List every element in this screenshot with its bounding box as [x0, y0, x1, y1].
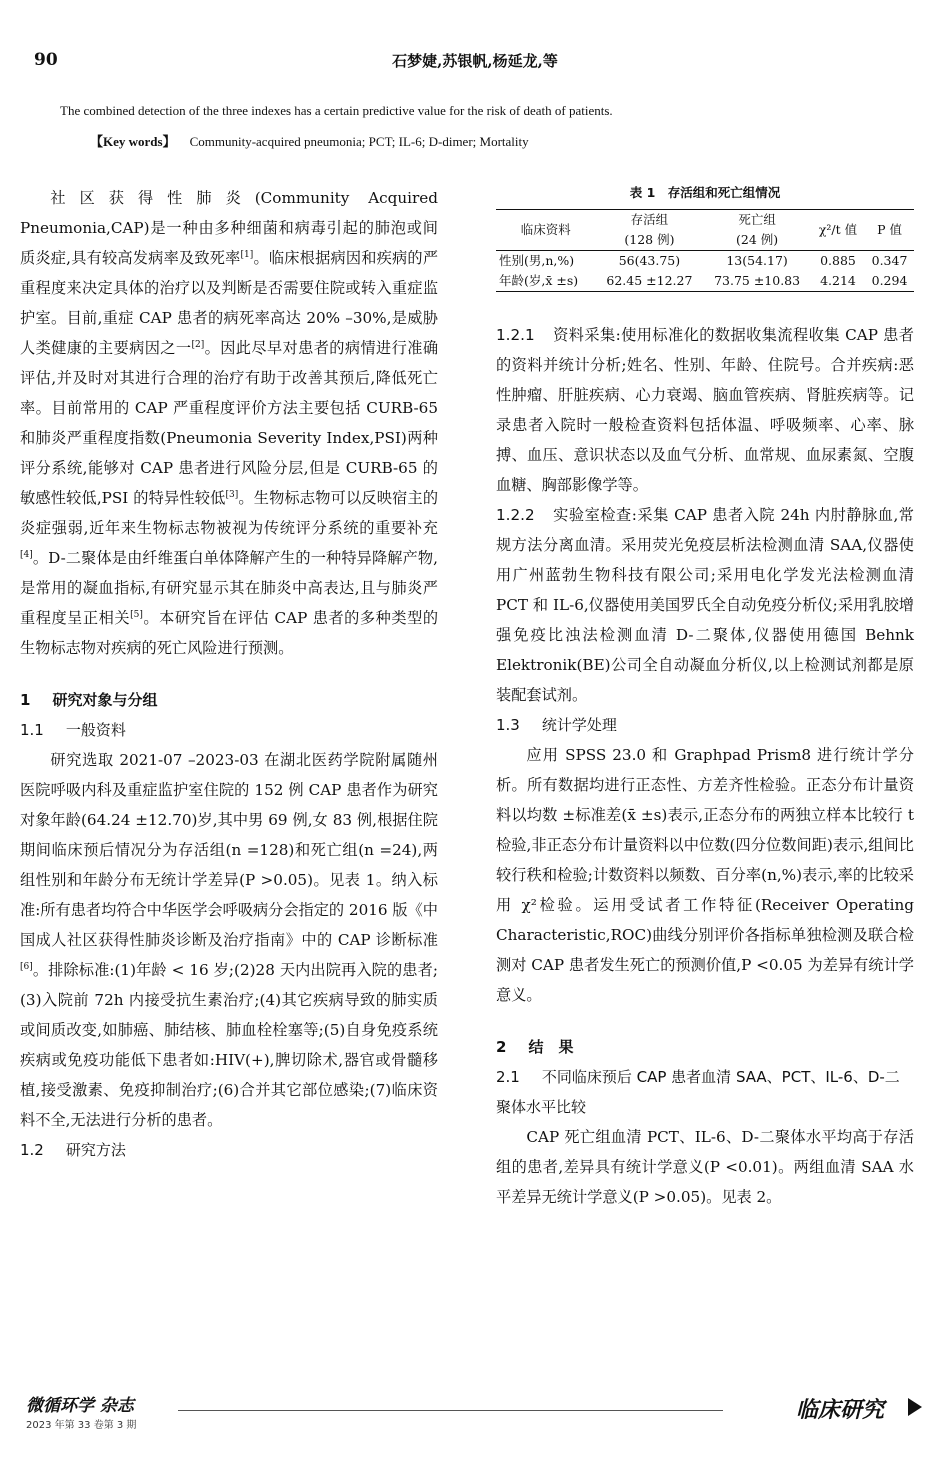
table-header-death: 死亡组	[738, 212, 776, 227]
keywords-line	[90, 131, 920, 150]
table-1	[496, 209, 914, 292]
table-header-item: 临床资料	[496, 210, 596, 251]
table-1-caption: 表 1 存活组和死亡组情况	[629, 185, 781, 200]
ref-2: [2]	[191, 339, 205, 350]
page-number: 90	[34, 50, 58, 70]
right-column	[496, 183, 914, 1212]
running-head-authors: 石梦婕,苏银帆,杨延龙,等	[392, 52, 558, 70]
keywords-label: 【Key words】	[90, 134, 176, 149]
table-header-stat: χ²/t 值	[818, 222, 858, 237]
section-2-1-paragraph: CAP 死亡组血清 PCT、IL-6、D-二聚体水平均高于存活组的患者,差异具有统计学意义(P <0.01)。两组血清 SAA 水平差异无统计学意义(P >0.05)。见表 2。	[496, 1128, 914, 1206]
left-column	[20, 183, 438, 1165]
section-1-2-heading: 1.2 研究方法	[20, 1141, 126, 1159]
table-header-p: P 值	[877, 222, 902, 237]
abstract-tail-sentence: The combined detection of the three indexes has a certain predictive value for the risk of death of patients.	[60, 103, 613, 118]
table-row: 性别(男,n,%) 56(43.75) 13(54.17) 0.885 0.347	[496, 251, 914, 272]
ref-6: [6]	[20, 961, 33, 972]
section-1-3-heading: 1.3 统计学处理	[496, 716, 617, 734]
ref-5: [5]	[130, 609, 143, 620]
section-1-1-paragraph: 研究选取 2021-07 –2023-03 在湖北医药学院附属随州医院呼吸内科及重症监护室住院的 152 例 CAP 患者作为研究对象年龄(64.24 ±12.70)岁,其中男 69 例,女 83 例,根据住院期间临床预后情况分为存活组(n =128)和死亡组(n =24),两组性别和年龄分布无统计学差异(P >0.05)。见表 1。纳入标准:所有患者均符合中华医学会呼吸病分会指定的 2016 版《中国成人社区获得性肺炎诊断及治疗指南》中的 CAP 诊断标准[6]。排除标准:(1)年龄 < 16 岁;(2)28 天内出院再入院的患者;(3)入院前 72h 内接受抗生素治疗;(4)其它疾病导致的肺实质或间质改变,如肺癌、肺结核、肺血栓栓塞等;(5)自身免疫系统疾病或免疫功能低下患者如:HIV(+),脾切除术,器官或骨髓移植,接受激素、免疫抑制治疗;(6)合并其它部位感染;(7)临床资料不全,无法进行分析的患者。	[20, 751, 438, 1129]
section-label: 临床研究	[796, 1398, 885, 1423]
ref-1: [1]	[240, 249, 254, 260]
keywords-text: Community-acquired pneumonia; PCT; IL-6; D-dimer; Mortality	[189, 134, 529, 149]
section-1-2-1-paragraph: 1.2.1 资料采集:使用标准化的数据收集流程收集 CAP 患者的资料并统计分析;姓名、性别、年龄、住院号。合并疾病:恶性肿瘤、肝脏疾病、心力衰竭、脑血管疾病、肾脏疾病等。记录患者入院时一般检查资料包括体温、呼吸频率、心率、脉搏、血压、意识状态以及血气分析、血常规、血尿素氮、空腹血糖、胸部影像学等。	[496, 326, 914, 494]
table-header-death-n: (24 例)	[736, 232, 779, 247]
ref-4: [4]	[20, 549, 33, 560]
ref-3: [3]	[225, 489, 239, 500]
section-2-1-heading: 2.1 不同临床预后 CAP 患者血清 SAA、PCT、IL-6、D-二聚体水平比较	[496, 1068, 900, 1116]
journal-logo: 微循环学 杂志	[26, 1396, 134, 1416]
table-header-survive-n: (128 例)	[624, 232, 675, 247]
right-triangle-icon	[908, 1398, 922, 1416]
section-1-1-heading: 1.1 一般资料	[20, 721, 126, 739]
section-1-3-paragraph: 应用 SPSS 23.0 和 Graphpad Prism8 进行统计学分析。所有数据均进行正态性、方差齐性检验。正态分布计量资料以均数 ±标准差(x̄ ±s)表示,正态分布的两独立样本比较行 t 检验,非正态分布计量资料以中位数(四分位数间距)表示,组间比较行秩和检验;计数资料以频数、百分率(n,%)表示,率的比较采用 χ²检验。运用受试者工作特征(Receiver Operating Characteristic,ROC)曲线分别评价各指标单独检测及联合检测对 CAP 患者发生死亡的预测价值,P <0.05 为差异有统计学意义。	[496, 746, 914, 1004]
section-1-2-2-paragraph: 1.2.2 实验室检查:采集 CAP 患者入院 24h 内肘静脉血,常规方法分离血清。采用荧光免疫层析法检测血清 SAA,仪器使用广州蓝勃生物科技有限公司;采用电化学发光法检测血清 PCT 和 IL-6,仪器使用美国罗氏全自动免疫分析仪;采用乳胶增强免疫比浊法检测血清 D-二聚体,仪器使用德国 Behnk Elektronik(BE)公司全自动凝血分析仪,以上检测试剂都是原装配套试剂。	[496, 506, 914, 704]
footer-divider	[178, 1410, 723, 1411]
section-1-2-2-number: 1.2.2	[496, 506, 535, 524]
table-row: 年龄(岁,x̄ ±s) 62.45 ±12.27 73.75 ±10.83 4.214 0.294	[496, 271, 914, 292]
table-header-survive: 存活组	[630, 212, 669, 227]
intro-paragraph: 社区获得性肺炎(Community Acquired Pneumonia,CAP)是一种由多种细菌和病毒引起的肺泡或间质炎症,具有较高发病率及致死率[1]。临床根据病因和疾病的严重程度来决定具体的治疗以及判断是否需要住院或转入重症监护室。目前,重症 CAP 患者的病死率高达 20% –30%,是威胁人类健康的主要病因之一[2]。因此尽早对患者的病情进行准确评估,并及时对其进行合理的治疗有助于改善其预后,降低死亡率。目前常用的 CAP 严重程度评价方法主要包括 CURB-65 和肺炎严重程度指数(Pneumonia Severity Index,PSI)两种评分系统,能够对 CAP 患者进行风险分层,但是 CURB-65 的敏感性较低,PSI 的特异性较低[3]。生物标志物可以反映宿主的炎症强弱,近年来生物标志物被视为传统评分系统的重要补充[4]。D-二聚体是由纤维蛋白单体降解产生的一种特异降解产物,是常用的凝血指标,有研究显示其在肺炎中高表达,且与肺炎严重程度呈正相关[5]。本研究旨在评估 CAP 患者的多种类型的生物标志物对疾病的死亡风险进行预测。	[20, 189, 439, 657]
section-1-heading: 1 研究对象与分组	[20, 691, 158, 709]
section-1-2-1-number: 1.2.1	[496, 326, 535, 344]
section-2-heading: 2 结 果	[496, 1038, 574, 1056]
journal-issue: 2023 年第 33 卷第 3 期	[26, 1420, 137, 1431]
